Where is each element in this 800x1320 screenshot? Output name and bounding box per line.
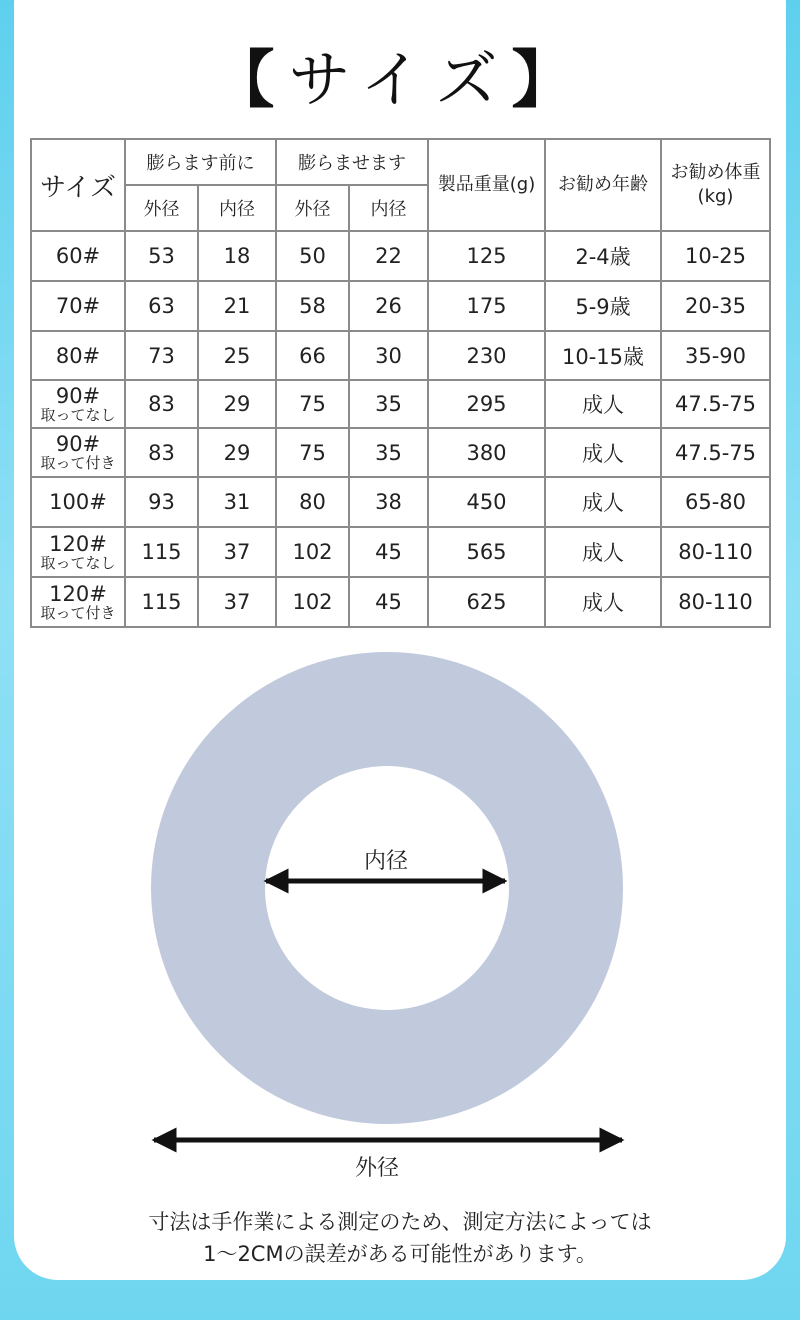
size-value: 60# (55, 244, 101, 268)
before-outer-cell: 63 (125, 281, 198, 331)
weight-cell: 565 (428, 527, 545, 577)
size-cell (31, 331, 125, 380)
before-inner-cell: 31 (198, 477, 276, 527)
size-value: 70# (55, 294, 101, 318)
size-variant: 取ってなし (40, 405, 116, 424)
table-row (31, 477, 770, 527)
size-value: 120# (49, 581, 107, 606)
body-weight-cell: 65-80 (661, 477, 770, 527)
after-inner-cell: 35 (349, 380, 428, 428)
table-row (31, 281, 770, 331)
after-inner-cell: 22 (349, 231, 428, 281)
weight-cell: 125 (428, 231, 545, 281)
age-cell: 成人 (545, 428, 661, 477)
age-header: お勧め年齢 (545, 139, 661, 231)
body-weight-cell: 47.5-75 (661, 428, 770, 477)
age-cell: 5-9歳 (545, 281, 661, 331)
before-inner-header: 内径 (198, 185, 276, 231)
body-weight-cell: 80-110 (661, 577, 770, 627)
weight-cell: 625 (428, 577, 545, 627)
before-outer-cell: 115 (125, 527, 198, 577)
size-variant: 取って付き (40, 603, 116, 622)
body-weight-header-line2: (kg) (697, 186, 734, 207)
weight-cell: 450 (428, 477, 545, 527)
age-cell: 成人 (545, 477, 661, 527)
size-cell (31, 231, 125, 281)
table-row (31, 527, 770, 577)
size-header: サイズ (31, 139, 125, 231)
after-inner-header: 内径 (349, 185, 428, 231)
body-weight-cell: 10-25 (661, 231, 770, 281)
size-variant: 取ってなし (40, 553, 116, 572)
note-line-1: 寸法は手作業による測定のため、測定方法によっては (148, 1210, 652, 1234)
size-cell (31, 527, 125, 577)
title-close-bracket: 】 (511, 43, 588, 116)
size-table (30, 138, 771, 628)
size-value: 100# (49, 490, 107, 514)
weight-cell: 230 (428, 331, 545, 380)
before-outer-cell: 93 (125, 477, 198, 527)
body-weight-header-line1: お勧め体重 (670, 162, 761, 183)
after-inner-cell: 26 (349, 281, 428, 331)
before-inner-cell: 21 (198, 281, 276, 331)
after-inner-cell: 38 (349, 477, 428, 527)
age-cell: 成人 (545, 577, 661, 627)
body-weight-cell: 35-90 (661, 331, 770, 380)
ring-diagram (0, 640, 800, 1200)
after-outer-cell: 75 (276, 380, 349, 428)
table-row (31, 380, 770, 428)
after-outer-cell: 75 (276, 428, 349, 477)
before-outer-cell: 83 (125, 428, 198, 477)
size-cell (31, 577, 125, 627)
body-weight-cell: 80-110 (661, 527, 770, 577)
after-inner-cell: 35 (349, 428, 428, 477)
title-text: サイズ (288, 43, 512, 116)
weight-header: 製品重量(g) (428, 139, 545, 231)
after-outer-cell: 102 (276, 527, 349, 577)
before-outer-cell: 83 (125, 380, 198, 428)
after-outer-header: 外径 (276, 185, 349, 231)
body-weight-cell: 47.5-75 (661, 380, 770, 428)
before-outer-header: 外径 (125, 185, 198, 231)
before-outer-cell: 115 (125, 577, 198, 627)
size-cell (31, 380, 125, 428)
size-value: 90# (55, 383, 101, 408)
after-inner-cell: 45 (349, 577, 428, 627)
after-outer-cell: 58 (276, 281, 349, 331)
outer-diameter-label: 外径 (354, 1156, 400, 1181)
table-row (31, 577, 770, 627)
body-weight-cell: 20-35 (661, 281, 770, 331)
weight-cell: 380 (428, 428, 545, 477)
after-outer-cell: 80 (276, 477, 349, 527)
body-weight-header (661, 139, 770, 231)
age-cell: 2-4歳 (545, 231, 661, 281)
page-title (0, 30, 800, 119)
measurement-note (0, 1206, 800, 1270)
before-outer-cell: 53 (125, 231, 198, 281)
before-inner-cell: 37 (198, 527, 276, 577)
age-cell: 成人 (545, 527, 661, 577)
size-value: 80# (55, 343, 101, 368)
after-outer-cell: 66 (276, 331, 349, 380)
after-outer-cell: 50 (276, 231, 349, 281)
after-inner-cell: 45 (349, 527, 428, 577)
size-value: 90# (55, 432, 101, 456)
after-inner-cell: 30 (349, 331, 428, 380)
title-open-bracket: 【 (212, 43, 289, 116)
before-outer-cell: 73 (125, 331, 198, 380)
weight-cell: 295 (428, 380, 545, 428)
before-inner-cell: 29 (198, 428, 276, 477)
size-cell (31, 428, 125, 477)
table-row (31, 231, 770, 281)
after-outer-cell: 102 (276, 577, 349, 627)
size-variant: 取って付き (40, 454, 116, 472)
before-inner-cell: 37 (198, 577, 276, 627)
size-cell (31, 477, 125, 527)
table-body (31, 231, 770, 627)
before-inflate-header: 膨らます前に (125, 139, 276, 185)
size-cell (31, 281, 125, 331)
ring-hole-shape (265, 766, 509, 1010)
before-inner-cell: 29 (198, 380, 276, 428)
inner-diameter-label: 内径 (363, 849, 409, 874)
size-value: 120# (49, 531, 107, 556)
inflated-header: 膨らませます (276, 139, 428, 185)
note-line-2: 1～2CMの誤差がある可能性があります。 (203, 1242, 597, 1266)
age-cell: 成人 (545, 380, 661, 428)
before-inner-cell: 18 (198, 231, 276, 281)
table-row (31, 331, 770, 380)
weight-cell: 175 (428, 281, 545, 331)
age-cell: 10-15歳 (545, 331, 661, 380)
before-inner-cell: 25 (198, 331, 276, 380)
table-row (31, 428, 770, 477)
